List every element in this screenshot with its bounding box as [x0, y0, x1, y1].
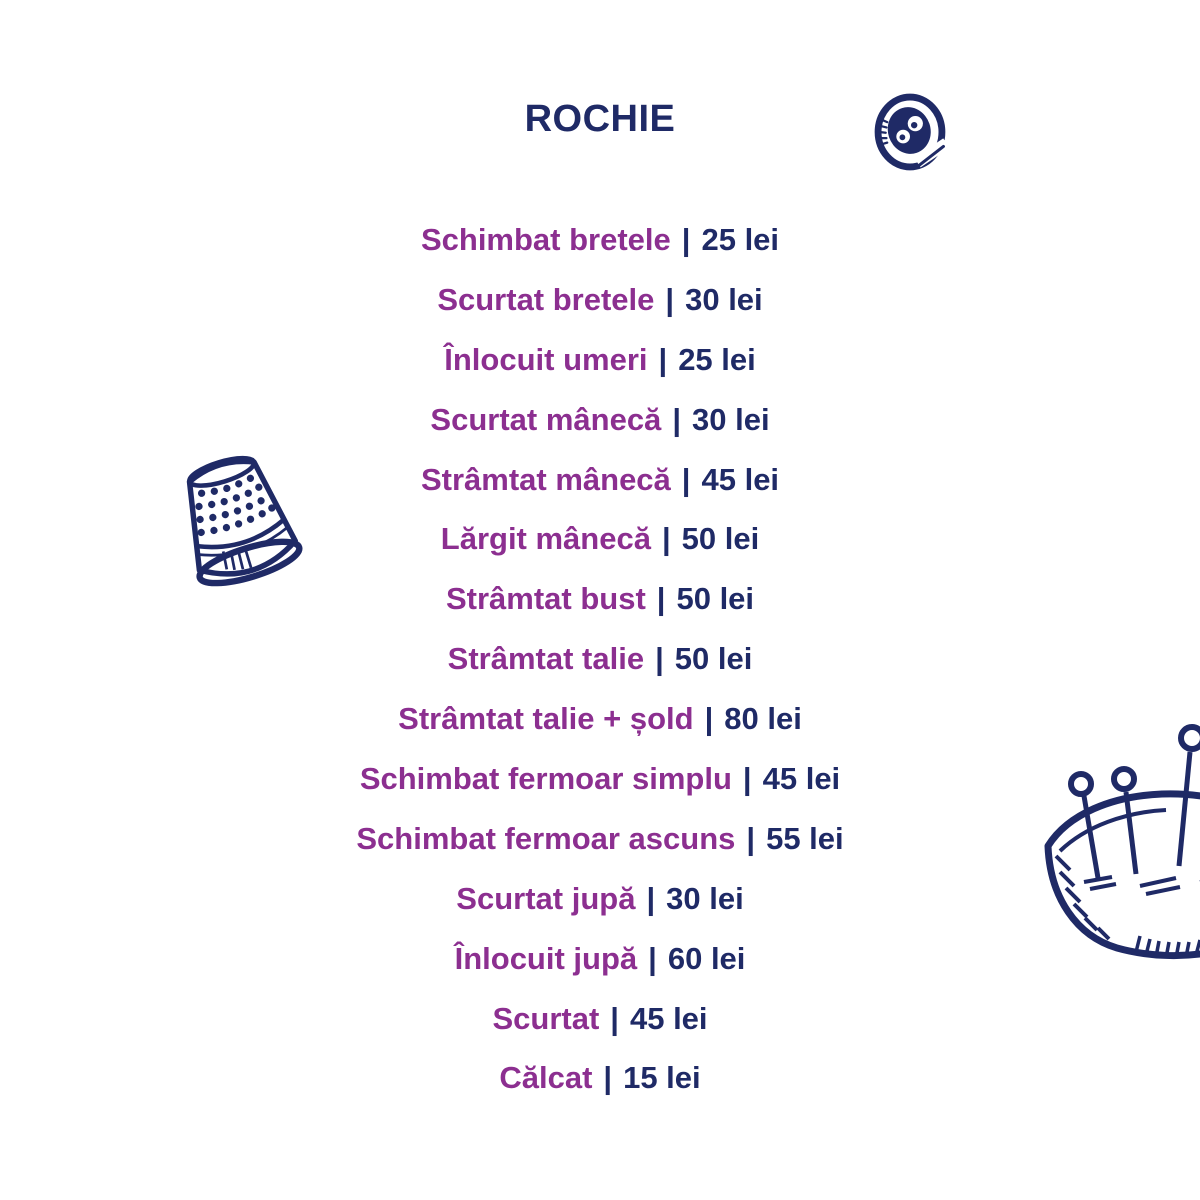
list-item [0, 1048, 1200, 1108]
service-price: 55 lei [766, 820, 844, 856]
service-name: Strâmtat talie + șold [398, 701, 694, 737]
service-name: Scurtat jupă [456, 880, 636, 916]
service-price: 25 lei [701, 222, 780, 257]
separator: | [646, 880, 656, 916]
list-item [0, 210, 1200, 270]
service-name: Strâmtat bust [445, 581, 646, 617]
service-name: Strâmtat talie [447, 641, 645, 677]
service-name: Schimbat fermoar ascuns [356, 820, 736, 856]
service-name: Scurtat mânecă [430, 401, 662, 437]
service-price: 80 lei [724, 701, 802, 737]
service-price: 50 lei [674, 641, 753, 677]
service-name: Schimbat fermoar simplu [359, 761, 732, 797]
separator: | [681, 461, 691, 497]
service-price: 45 lei [629, 1000, 708, 1036]
service-name: Schimbat bretele [420, 222, 671, 257]
service-price: 60 lei [667, 940, 746, 976]
separator: | [655, 641, 664, 677]
service-price: 50 lei [676, 581, 755, 617]
sewing-button-icon [872, 90, 948, 174]
list-item [0, 989, 1200, 1049]
service-price: 15 lei [623, 1060, 701, 1096]
list-item [0, 569, 1200, 629]
separator: | [704, 701, 714, 737]
separator: | [746, 820, 756, 856]
service-name: Călcat [499, 1060, 593, 1096]
page-title: ROCHIE [524, 98, 676, 140]
separator: | [658, 341, 668, 377]
service-price: 50 lei [681, 521, 760, 557]
list-item [0, 629, 1200, 689]
list-item [0, 869, 1200, 929]
service-price: 25 lei [678, 341, 756, 377]
service-name: Scurtat [492, 1000, 600, 1036]
list-item [0, 330, 1200, 390]
separator: | [672, 401, 681, 437]
list-item [0, 809, 1200, 869]
list-item [0, 689, 1200, 749]
price-list [0, 210, 1200, 1108]
separator: | [603, 1060, 613, 1096]
service-name: Înlocuit jupă [454, 940, 638, 976]
service-name: Scurtat bretele [437, 281, 655, 317]
separator: | [610, 1000, 619, 1036]
service-price: 30 lei [685, 281, 763, 317]
separator: | [742, 761, 752, 797]
list-item [0, 749, 1200, 809]
list-item [0, 450, 1200, 510]
service-price: 30 lei [666, 880, 744, 916]
service-price: 45 lei [762, 761, 841, 797]
list-item [0, 509, 1200, 569]
separator: | [656, 581, 666, 617]
separator: | [681, 222, 691, 257]
separator: | [665, 281, 675, 317]
separator: | [648, 940, 657, 976]
separator: | [661, 521, 671, 557]
service-name: Strâmtat mânecă [420, 461, 671, 497]
list-item [0, 929, 1200, 989]
service-price: 30 lei [692, 401, 770, 437]
service-name: Înlocuit umeri [444, 341, 648, 377]
service-price: 45 lei [701, 461, 780, 497]
list-item [0, 270, 1200, 330]
list-item [0, 390, 1200, 450]
service-name: Lărgit mânecă [440, 521, 651, 557]
